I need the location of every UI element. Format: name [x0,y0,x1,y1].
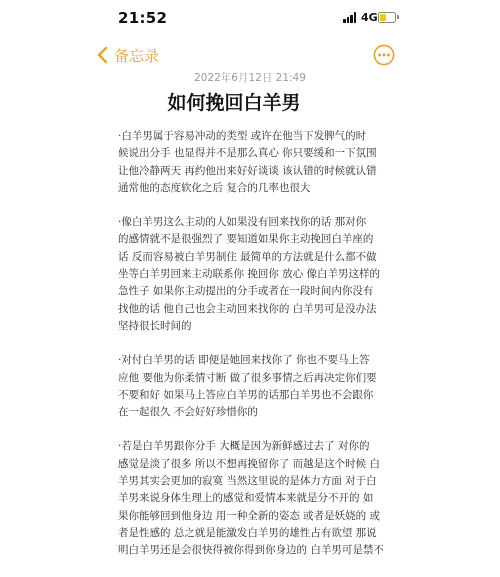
note-paragraph: ·对付白羊男的话 即便是她回来找你了 你也不要马上答 应他 要他为你柔情寸断 做了很多事情之后再决定你们要 不要和好 如果马上答应白羊男的话那白羊男也不会跟你 在一起很久 不会好好珍惜你的 [118,354,377,419]
status-time: 21:52 [118,9,168,27]
note-title: 如何挽回白羊男 [167,92,301,114]
note-paragraph: ·若是白羊男跟你分手 大概是因为新鲜感过去了 对你的 感觉是淡了很多 所以不想再挽留你了 而越是这个时候 白 羊男其实会更加的寂寞 当然这里说的是体力方面 对于白 羊男来说身体生理上的感觉和爱情本来就是分不开的 如 果你能够回到他身边 用一种全新的姿态 或者是妖娆的 或 者是性感的 总之就是能激发白羊男的雄性占有欲望 那说 明白羊男还是会很快得被你得到你身边的 白羊男可是禁不 [118,440,384,557]
battery-icon [378,12,396,23]
chevron-left-icon [96,45,110,65]
note-body[interactable] [118,128,393,577]
status-bar [0,0,500,36]
back-button[interactable] [96,43,159,67]
cellular-signal-icon [343,12,357,23]
network-type: 4G [361,11,378,24]
nav-bar [0,38,500,70]
back-label: 备忘录 [114,46,160,65]
more-circle-icon[interactable] [373,44,395,66]
battery-cap [397,15,399,19]
battery-level [380,14,386,21]
note-date: 2022年6月12日 21:49 [194,72,306,84]
note-paragraph: ·像白羊男这么主动的人如果没有回来找你的话 那对你 的感情就不是很强烈了 要知道如果你主动挽回白羊座的 话 反而容易被白羊男制住 最简单的方法就是什么都不做 坐等白羊男回来主动联系你 挽回你 放心 像白羊男这样的 急性子 如果你主动提出的分手或者在一段时间内你没有 找他的话 他自己也会主动回来找你的 白羊男可是没办法 坚持很长时间的 [118,216,381,332]
note-paragraph: ·白羊男属于容易冲动的类型 或许在他当下发脾气的时 候说出分手 也显得并不是那么真心 你只要缓和一下氛围 让他冷静两天 再约他出来好好谈谈 该认错的时候就认错 通常他的态度软化之后 复合的几率也很大 [118,130,377,194]
